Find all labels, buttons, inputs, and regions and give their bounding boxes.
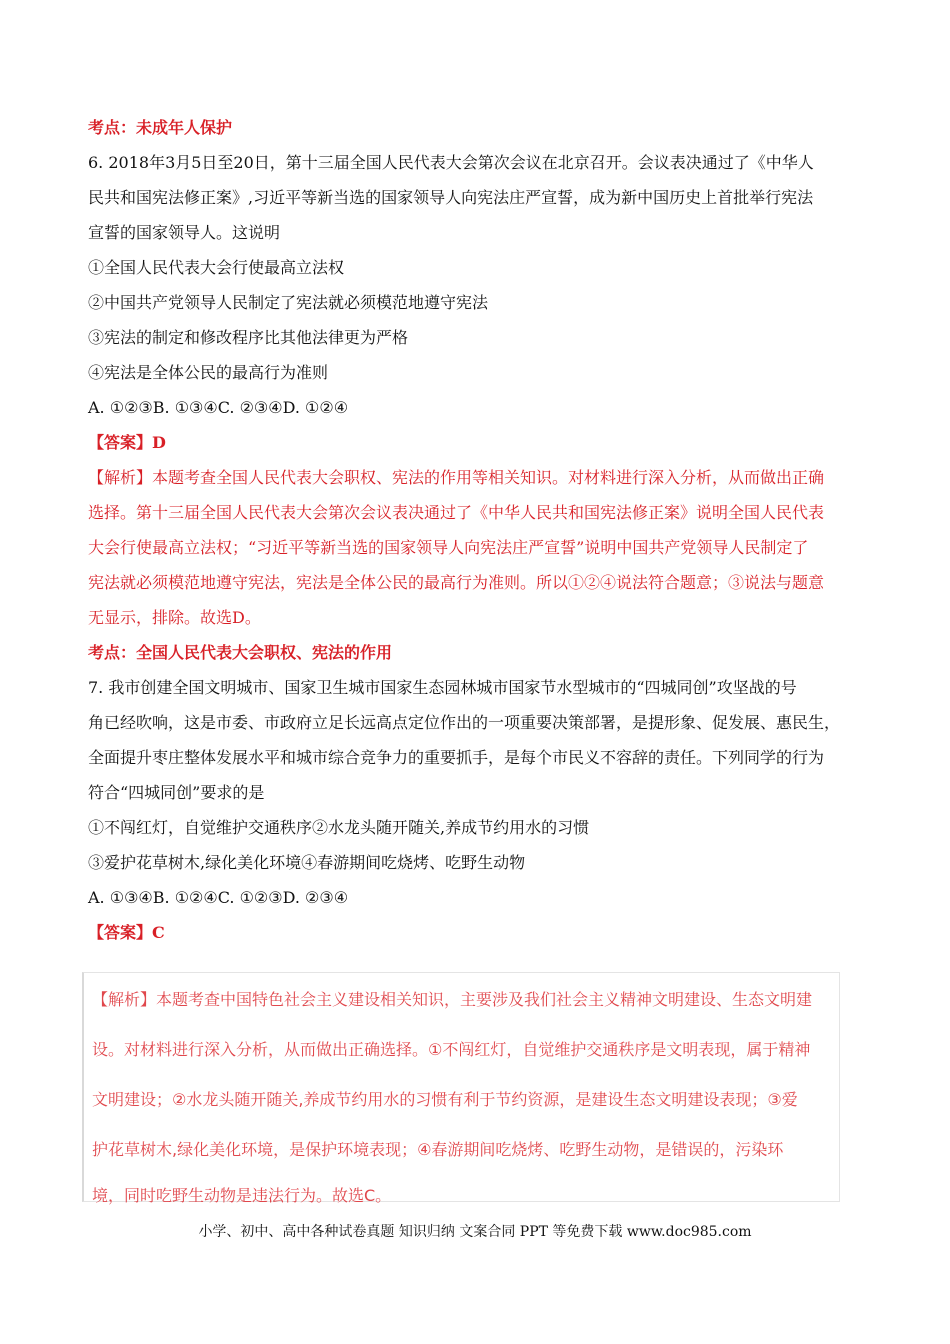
q7-item: ④春游期间吃烧烤、吃野生动物: [301, 853, 526, 872]
q7-option-b: B. ①②④: [152, 888, 218, 907]
q7-answer: 【答案】C: [88, 923, 165, 942]
q6-analysis-line: 宪法就必须模范地遵守宪法，宪法是全体公民的最高行为准则。所以①②④说法符合题意；③说法与题意: [88, 573, 825, 592]
q6-option-a: A. ①②③: [88, 398, 153, 417]
question-6: [88, 153, 840, 958]
q7-analysis-line: 境，同时吃野生动物是违法行为。故选C。: [92, 1186, 392, 1205]
q7-option-a: A. ①③④: [88, 888, 153, 907]
q6-analysis-line: 无显示，排除。故选D。: [88, 608, 261, 627]
q6-stem-line: 宣誓的国家领导人。这说明: [88, 223, 281, 242]
q7-option-d: D. ②③④: [282, 888, 349, 907]
q6-analysis-line: 选择。第十三届全国人民代表大会第次会议表决通过了《中华人民共和国宪法修正案》说明全国人民代表: [88, 503, 825, 522]
q6-analysis-line: 【解析】本题考查全国人民代表大会职权、宪法的作用等相关知识。对材料进行深入分析，从而做出正确: [88, 468, 825, 487]
q7-option-c: C. ①②③: [217, 888, 283, 907]
q7-item: ③爱护花草树木,绿化美化环境: [88, 853, 302, 872]
q5-kaodian: 考点：未成年人保护: [88, 118, 233, 137]
q7-analysis-line: 护花草树木,绿化美化环境，是保护环境表现；④春游期间吃烧烤、吃野生动物，是错误的，污染环: [92, 1140, 784, 1159]
q7-analysis-box: [82, 972, 840, 1205]
q7-stem-line: 7. 我市创建全国文明城市、国家卫生城市国家生态园林城市国家节水型城市的“四城同创”攻坚战的号: [88, 678, 797, 697]
q7-analysis-line: 【解析】本题考查中国特色社会主义建设相关知识，主要涉及我们社会主义精神文明建设、生态文明建: [92, 990, 813, 1009]
q6-stem-line: 6. 2018年3月5日至20日，第十三届全国人民代表大会第次会议在北京召开。会议表决通过了《中华人: [88, 153, 814, 172]
q7-stem-line: 角已经吹响，这是市委、市政府立足长远高点定位作出的一项重要决策部署，是提形象、促发展、惠民生，: [88, 713, 841, 732]
q6-answer: 【答案】D: [88, 433, 166, 452]
q7-analysis-line: 设。对材料进行深入分析，从而做出正确选择。①不闯红灯，自觉维护交通秩序是文明表现，属于精神: [92, 1040, 811, 1059]
q7-items-row: [88, 818, 840, 853]
q6-options: [88, 398, 840, 433]
q7-items-row: [88, 853, 840, 888]
q7-analysis-line: 文明建设；②水龙头随开随关,养成节约用水的习惯有利于节约资源，是建设生态文明建设表现；③爱: [92, 1090, 798, 1109]
q6-item: ④宪法是全体公民的最高行为准则: [88, 363, 329, 382]
q6-stem-line: 民共和国宪法修正案》,习近平等新当选的国家领导人向宪法庄严宣誓，成为新中国历史上首批举行宪法: [88, 188, 814, 207]
q6-option-d: D. ①②④: [282, 398, 349, 417]
q6-analysis-line: 大会行使最高立法权；“习近平等新当选的国家领导人向宪法庄严宣誓”说明中国共产党领导人民制定了: [88, 538, 809, 557]
q6-item: ③宪法的制定和修改程序比其他法律更为严格: [88, 328, 409, 347]
q6-option-b: B. ①③④: [152, 398, 218, 417]
q7-stem-line: 符合“四城同创”要求的是: [88, 783, 265, 802]
q7-item: ②水龙头随开随关,养成节约用水的习惯: [312, 818, 590, 837]
q6-item: ②中国共产党领导人民制定了宪法就必须模范地遵守宪法: [88, 293, 489, 312]
page-footer: 小学、初中、高中各种试卷真题 知识归纳 文案合同 PPT 等免费下载 www.doc985.com: [198, 1224, 752, 1240]
q6-option-c: C. ②③④: [217, 398, 283, 417]
q7-options: [88, 888, 840, 923]
q6-kaodian: 考点：全国人民代表大会职权、宪法的作用: [88, 643, 393, 662]
q7-stem-line: 全面提升枣庄整体发展水平和城市综合竞争力的重要抓手，是每个市民义不容辞的责任。下列同学的行为: [88, 748, 825, 767]
q7-item: ①不闯红灯，自觉维护交通秩序: [88, 818, 313, 837]
q6-item: ①全国人民代表大会行使最高立法权: [88, 258, 345, 277]
